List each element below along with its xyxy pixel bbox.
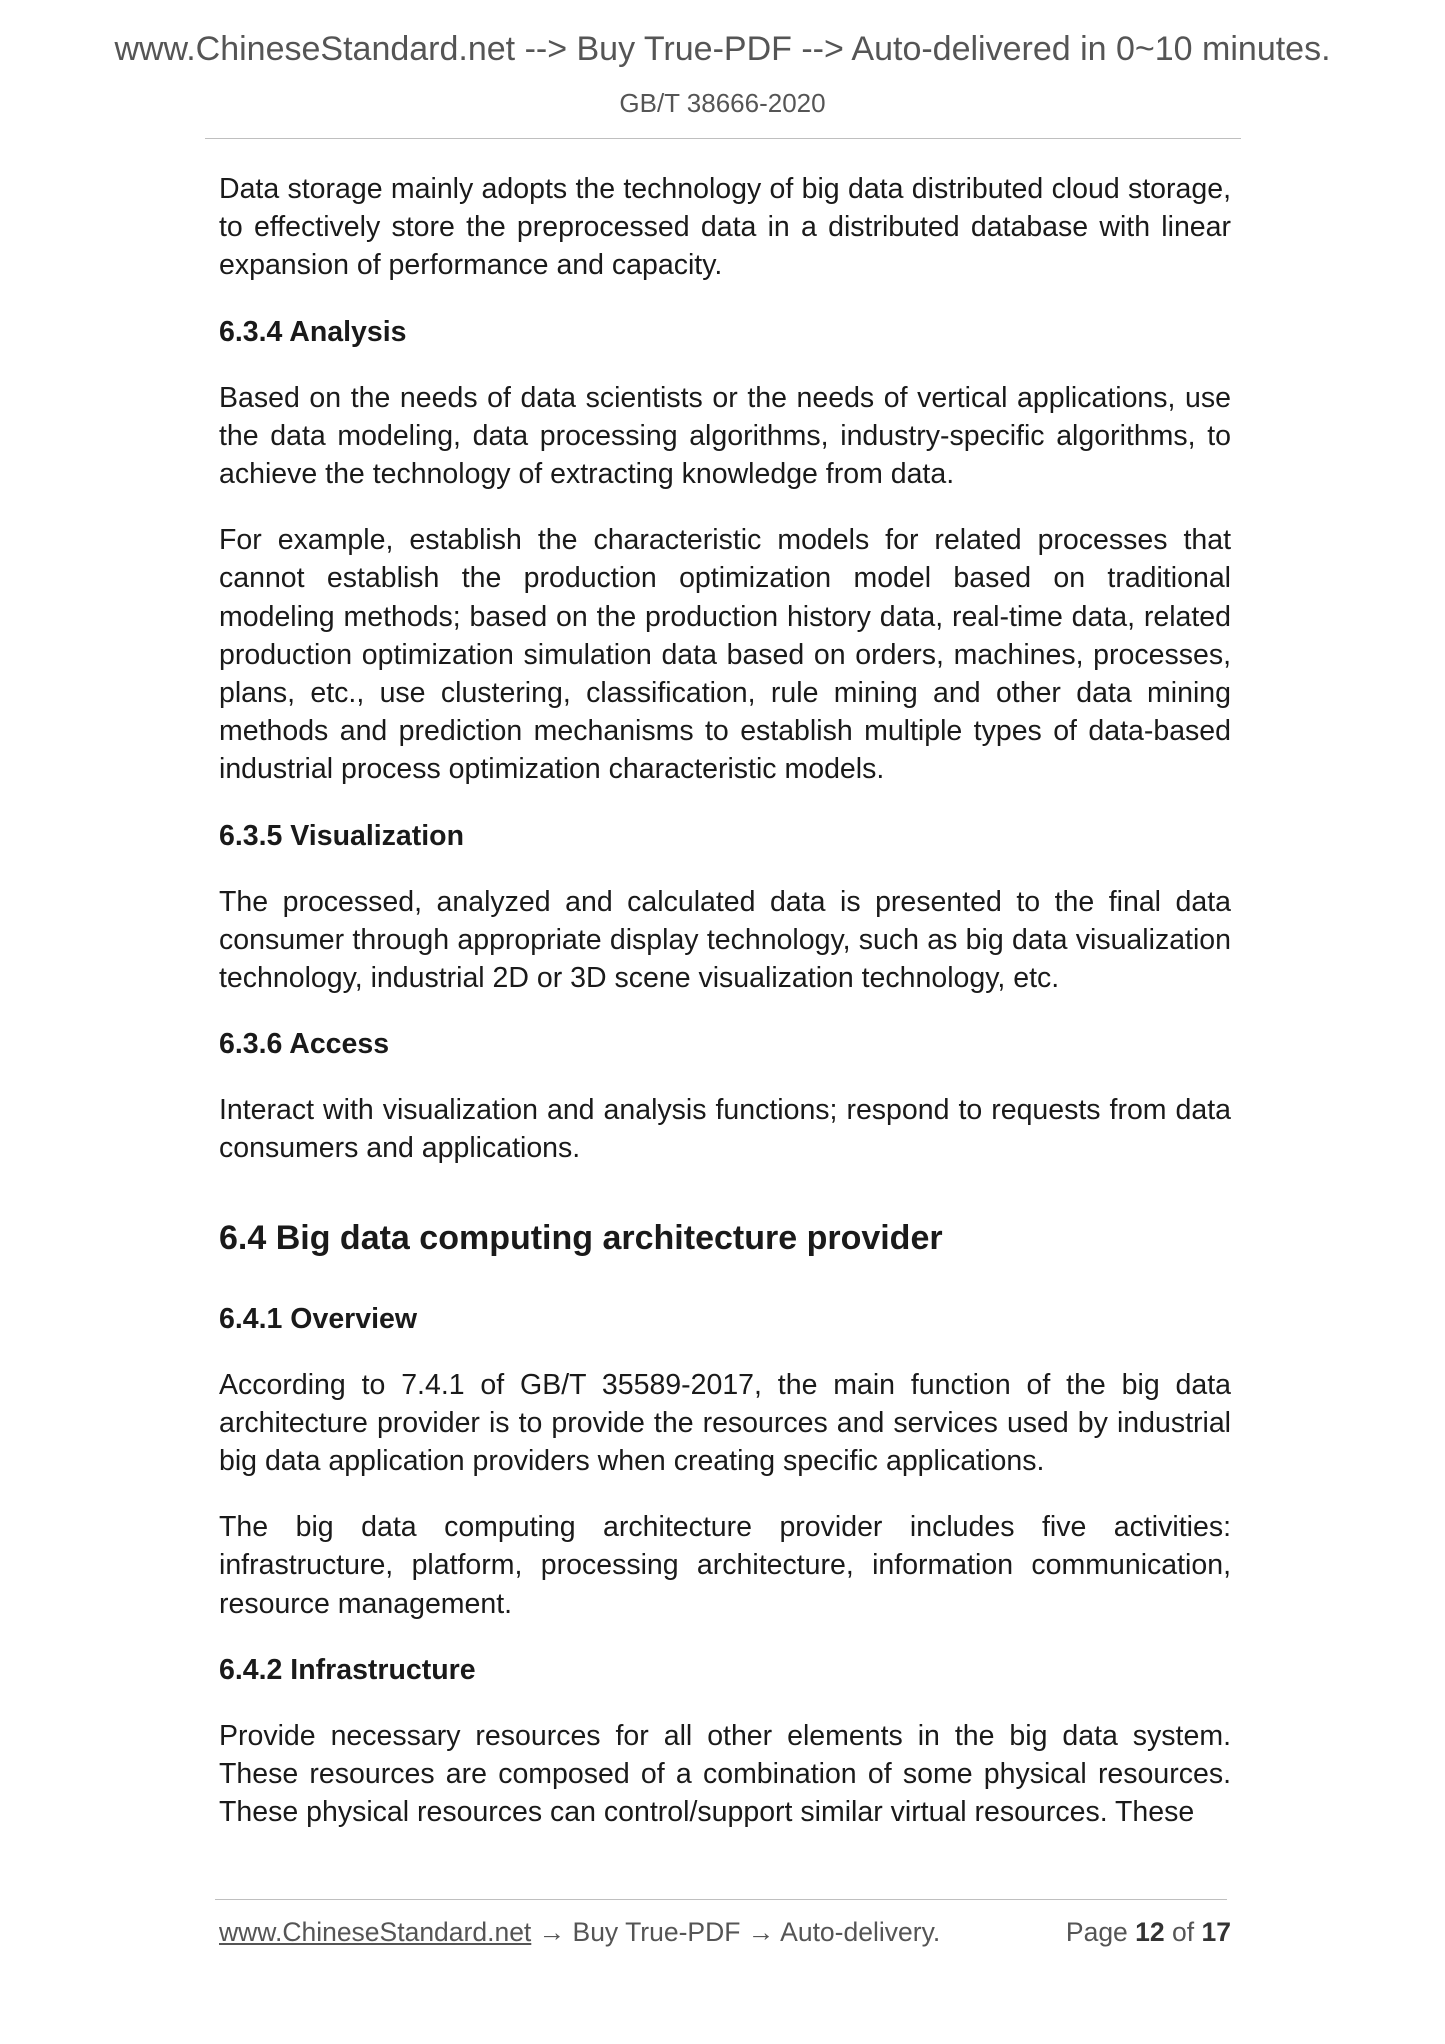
current-page: 12	[1135, 1917, 1165, 1947]
header-divider	[205, 138, 1241, 139]
heading-6-4-2: 6.4.2 Infrastructure	[219, 1653, 476, 1686]
heading-6-4-1: 6.4.1 Overview	[219, 1302, 418, 1335]
heading-6-4: 6.4 Big data computing architecture provider	[219, 1218, 943, 1257]
document-code: GB/T 38666-2020	[619, 88, 826, 118]
footer-site-link[interactable]: www.ChineseStandard.net	[219, 1917, 532, 1947]
footer-divider	[215, 1899, 1227, 1900]
page-label: Page	[1065, 1917, 1128, 1947]
paragraph-analysis-1: Based on the needs of data scientists or the needs of vertical applications, use the data modeling, data processing algorithms, industry-specific algorithms, to achieve the technology of extracting knowledge from data.	[219, 381, 1231, 491]
heading-6-3-4: 6.3.4 Analysis	[219, 315, 407, 348]
paragraph-access: Interact with visualization and analysis functions; respond to requests from data consumers and applications.	[219, 1094, 1231, 1165]
paragraph-visualization: The processed, analyzed and calculated data is presented to the final data consumer through appropriate display technology, such as big data visualization technology, industrial 2D or 3D scene visualization technology, etc.	[219, 885, 1231, 995]
footer-promo-text: → Buy True-PDF → Auto-delivery.	[531, 1917, 941, 1947]
paragraph-data-storage: Data storage mainly adopts the technology of big data distributed cloud storage, to effectively store the preprocessed data in a distributed database with linear expansion of performance and capacity.	[219, 173, 1231, 282]
paragraph-overview-1: According to 7.4.1 of GB/T 35589-2017, the main function of the big data architecture provider is to provide the resources and services used by industrial big data application providers when creating specific applications.	[219, 1368, 1231, 1478]
heading-6-3-5: 6.3.5 Visualization	[219, 819, 464, 852]
top-banner: www.ChineseStandard.net --> Buy True-PDF --> Auto-delivered in 0~10 minutes.	[114, 30, 1331, 68]
total-pages: 17	[1201, 1917, 1231, 1947]
paragraph-overview-2: The big data computing architecture provider includes five activities: infrastructure, platform, processing architecture, information communication, resource management.	[219, 1511, 1231, 1620]
paragraph-analysis-2: For example, establish the characteristic models for related processes that cannot establish the production optimization model based on traditional modeling methods; based on the production history data, real-time data, related production optimization simulation data based on orders, machines, processes, plans, etc., use clustering, classification, rule mining and other data mining methods and prediction mechanisms to establish multiple types of data-based industrial process optimization characteristic models.	[219, 524, 1231, 786]
heading-6-3-6: 6.3.6 Access	[219, 1028, 390, 1061]
paragraph-infrastructure: Provide necessary resources for all other elements in the big data system. These resources are composed of a combination of some physical resources. These physical resources can control/support similar virtual resources. These	[219, 1719, 1231, 1829]
page-content	[219, 170, 1231, 1859]
page-number	[1066, 1917, 1231, 1948]
of-label: of	[1172, 1917, 1195, 1947]
footer-promo	[219, 1917, 940, 1948]
